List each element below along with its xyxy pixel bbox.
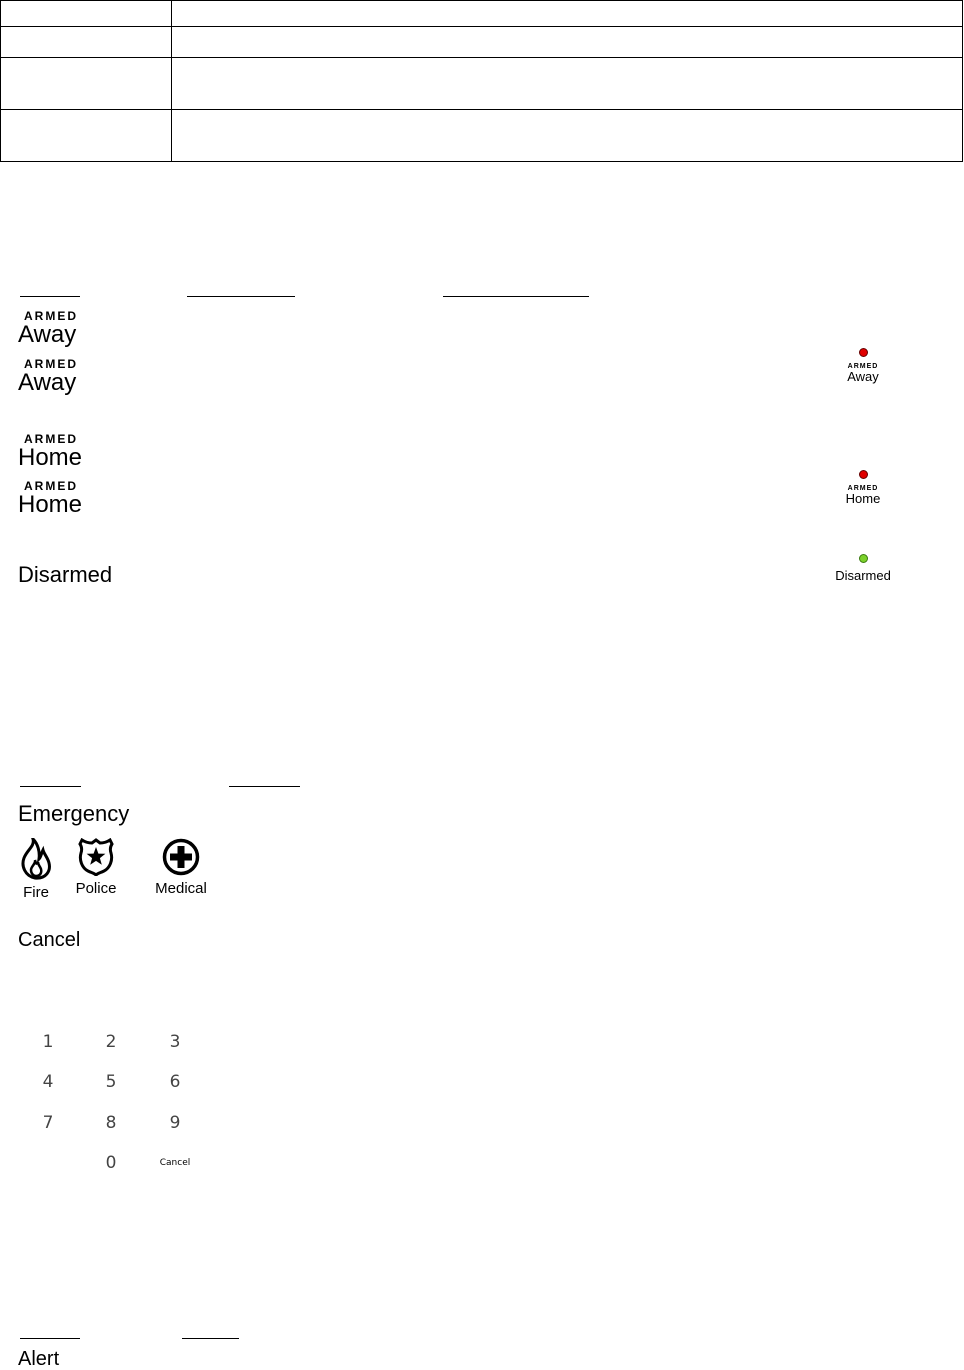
table-cell bbox=[172, 58, 963, 110]
armed-word: ARMED bbox=[24, 357, 78, 371]
table-cell bbox=[1, 27, 172, 58]
table-cell bbox=[172, 1, 963, 27]
armed-away-label bbox=[18, 358, 78, 395]
fire-icon bbox=[19, 838, 53, 880]
indicator-label: Home bbox=[845, 491, 881, 506]
medical-cross-icon bbox=[162, 838, 200, 876]
underline bbox=[187, 296, 295, 297]
armed-away-label bbox=[18, 310, 78, 347]
top-table bbox=[0, 0, 963, 162]
armed-word: ARMED bbox=[24, 432, 78, 446]
indicator-armed-home bbox=[823, 470, 903, 505]
keypad-key-7[interactable]: 7 bbox=[42, 1113, 54, 1133]
keypad-cancel-button[interactable]: Cancel bbox=[159, 1158, 191, 1168]
keypad-key-3[interactable]: 3 bbox=[169, 1032, 181, 1052]
status-led-icon bbox=[859, 554, 868, 563]
away-word: Away bbox=[18, 321, 77, 348]
armed-word: ARMED bbox=[24, 479, 78, 493]
underline bbox=[20, 296, 80, 297]
home-word: Home bbox=[18, 491, 83, 518]
armed-home-label bbox=[18, 480, 82, 517]
table-cell bbox=[172, 110, 963, 162]
underline bbox=[20, 786, 81, 787]
keypad-key-1[interactable]: 1 bbox=[42, 1032, 54, 1052]
table-cell bbox=[1, 58, 172, 110]
table-cell bbox=[172, 27, 963, 58]
underline bbox=[229, 786, 300, 787]
table-cell bbox=[1, 110, 172, 162]
underline bbox=[443, 296, 589, 297]
status-led-icon bbox=[859, 348, 868, 357]
police-label: Police bbox=[75, 880, 117, 897]
underline bbox=[182, 1338, 239, 1339]
fire-label: Fire bbox=[23, 884, 49, 901]
disarmed-label: Disarmed bbox=[18, 562, 113, 587]
table-cell bbox=[1, 1, 172, 27]
table-row bbox=[1, 1, 963, 27]
fire-button[interactable] bbox=[6, 838, 66, 901]
keypad-key-2[interactable]: 2 bbox=[105, 1032, 117, 1052]
home-word: Home bbox=[18, 444, 83, 471]
medical-button[interactable] bbox=[151, 838, 211, 897]
table-row bbox=[1, 110, 963, 162]
police-shield-icon bbox=[77, 838, 115, 876]
emergency-title: Emergency bbox=[18, 801, 130, 826]
keypad-key-4[interactable]: 4 bbox=[42, 1072, 54, 1092]
indicator-small-label: ARMED bbox=[847, 485, 879, 492]
keypad-key-0[interactable]: 0 bbox=[105, 1153, 117, 1173]
keypad-key-8[interactable]: 8 bbox=[105, 1113, 117, 1133]
indicator-label: Away bbox=[847, 369, 879, 384]
keypad-key-6[interactable]: 6 bbox=[169, 1072, 181, 1092]
keypad-key-5[interactable]: 5 bbox=[105, 1072, 117, 1092]
indicator-small-label: ARMED bbox=[847, 363, 879, 370]
police-button[interactable] bbox=[66, 838, 126, 897]
medical-label: Medical bbox=[155, 880, 207, 897]
away-word: Away bbox=[18, 369, 77, 396]
armed-word: ARMED bbox=[24, 309, 78, 323]
status-led-icon bbox=[859, 470, 868, 479]
indicator-armed-away bbox=[823, 348, 903, 383]
table-row bbox=[1, 27, 963, 58]
armed-home-label bbox=[18, 433, 82, 470]
alert-title: Alert bbox=[18, 1348, 60, 1370]
keypad-key-9[interactable]: 9 bbox=[169, 1113, 181, 1133]
underline bbox=[20, 1338, 80, 1339]
emergency-cancel-button[interactable]: Cancel bbox=[18, 929, 81, 951]
table-row bbox=[1, 58, 963, 110]
indicator-disarmed bbox=[823, 554, 903, 582]
indicator-label: Disarmed bbox=[835, 568, 891, 583]
